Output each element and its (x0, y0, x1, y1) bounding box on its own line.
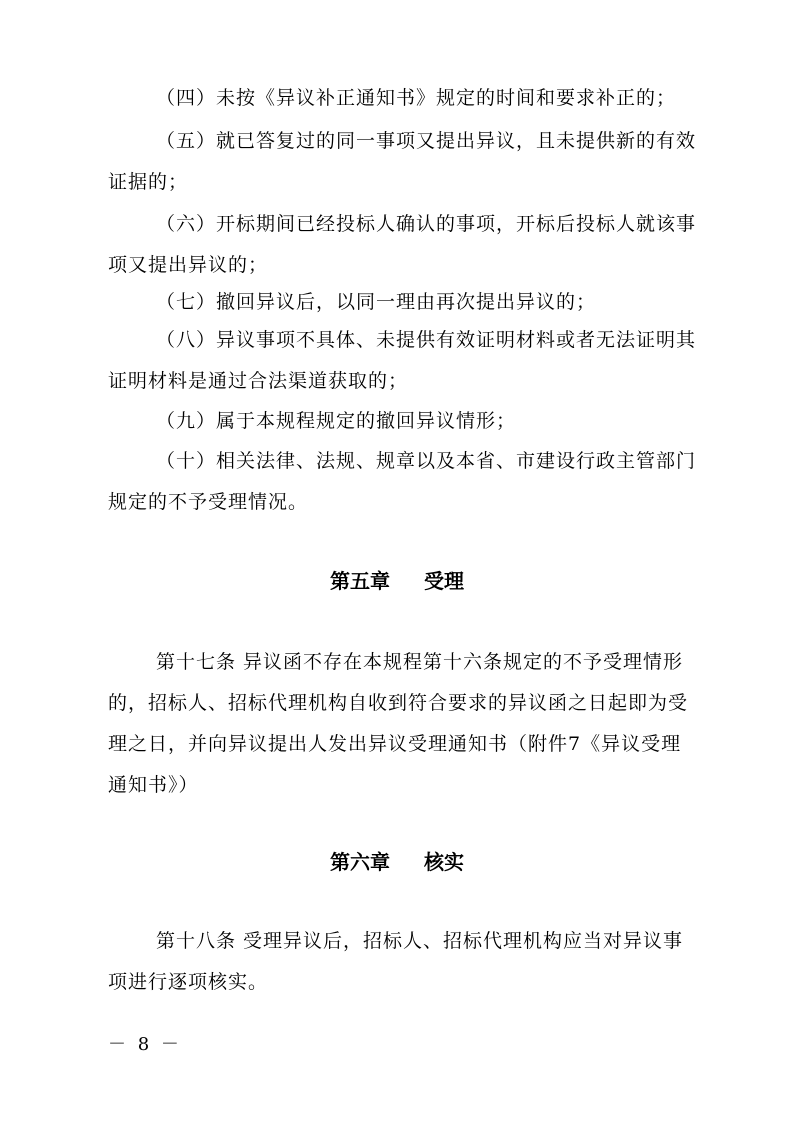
item-9: （九）属于本规程规定的撤回异议情形； (156, 410, 517, 432)
item-10: （十）相关法律、法规、规章以及本省、市建设行政主管部门规定的不予受理情况。 (108, 450, 697, 513)
item-4: （四）未按《异议补正通知书》规定的时间和要求补正的； (156, 87, 677, 109)
item-7: （七）撤回异议后，以同一理由再次提出异议的； (156, 291, 597, 313)
chapter-6-heading (0, 847, 794, 877)
chapter-5-title: 受理 (424, 569, 464, 593)
page-number: － 8 － (108, 1034, 182, 1055)
item-8: （八）异议事项不具体、未提供有效证明材料或者无法证明其证明材料是通过合法渠道获取的； (108, 329, 697, 392)
item-6: （六）开标期间已经投标人确认的事项，开标后投标人就该事项又提出异议的； (108, 213, 697, 276)
chapter-6-title: 核实 (424, 850, 464, 874)
article-17: 第十七条 异议函不存在本规程第十六条规定的不予受理情形的，招标人、招标代理机构自收到符合要求的异议函之日起即为受理之日，并向异议提出人发出异议受理通知书（附件7《异议受理通知书》） (108, 651, 689, 796)
chapter-5-heading (0, 566, 794, 596)
chapter-6-number: 第六章 (330, 850, 390, 874)
article-18: 第十八条 受理异议后，招标人、招标代理机构应当对异议事项进行逐项核实。 (108, 930, 684, 993)
chapter-5-number: 第五章 (330, 569, 390, 593)
item-5: （五）就已答复过的同一事项又提出异议，且未提供新的有效证据的； (108, 130, 697, 193)
